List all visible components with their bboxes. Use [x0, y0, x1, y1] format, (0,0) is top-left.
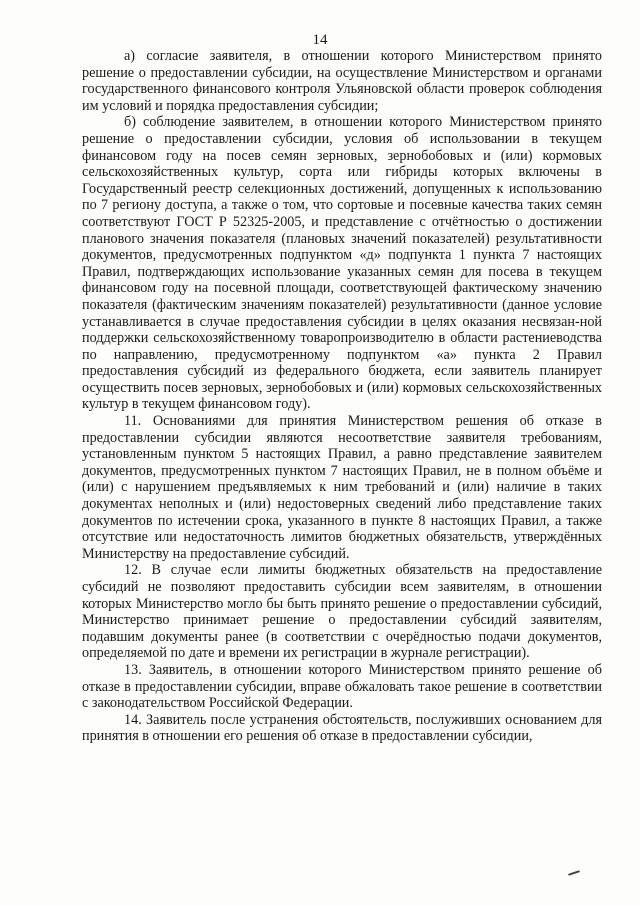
scan-mark [568, 870, 580, 876]
document-body [82, 48, 602, 745]
paragraph-12-budget-limits: 12. В случае если лимиты бюджетных обязательств на предоставление субсидий не позволяют предоставить субсидии всем заявителям, в отношении которых Министерство могло бы быть принято решение о предоставлении субсидий, Министерство принимает решение о предоставлении субсидий заявителям, подавшим документы ранее (в соответствии с очерёдностью подачи документов, определяемой по дате и времени их регистрации в журнале регистрации). [82, 562, 602, 662]
page-number: 14 [312, 32, 328, 48]
paragraph-13-appeal: 13. Заявитель, в отношении которого Министерством принято решение об отказе в предоставлении субсидии, вправе обжаловать такое решение в соответствии с законодательством Российской Федерации. [82, 661, 602, 712]
paragraph-14-resubmission: 14. Заявитель после устранения обстоятельств, послуживших основанием для принятия в отношении его решения об отказе в предоставлении субсидии, [82, 711, 602, 745]
paragraph-11-refusal-grounds: 11. Основаниями для принятия Министерством решения об отказе в предоставлении субсидии являются несоответствие заявителя требованиям, установленным пунктом 5 настоящих Правил, а равно представление заявителем документов, предусмотренных пунктом 7 настоящих Правил, не в полном объёме и (или) с нарушением предъявляемых к ним требований и (или) наличие в таких документах неполных и (или) недостоверных сведений либо представление таких документов по истечении срока, указанного в пункте 8 настоящих Правил, а также отсутствие или недостаточность лимитов бюджетных обязательств, утверждённых Министерству на предоставление субсидий. [82, 413, 602, 562]
paragraph-consent: а) согласие заявителя, в отношении которого Министерством принято решение о предоставлении субсидии, на осуществление Министерством и органами государственного финансового контроля Ульяновской области проверок соблюдения им условий и порядка предоставления субсидии; [82, 48, 602, 114]
paragraph-seed-condition: б) соблюдение заявителем, в отношении которого Министерством принято решение о предоставлении субсидии, условия об использовании в текущем финансовом году на посев семян зерновых, зернобобовых и (или) кормовых сельскохозяйственных культур, сорта или гибриды которых включены в Государственный реестр селекционных достижений, допущенных к использованию по 7 региону доступа, а также о том, что сортовые и посевные качества таких семян соответствуют ГОСТ Р 52325-2005, и представление с отчётностью о достижении планового значения показателя (плановых значений показателей) результативности документов, предусмотренных подпунктом «д» подпункта 1 пункта 7 настоящих Правил, подтверждающих использование указанных семян для посева в текущем финансовом году на посевной площади, соответствующей фактическому значению показателя (фактическим значениям показателей) результативности (данное условие устанавливается в случае предоставления субсидии в целях оказания несвязан-ной поддержки сельскохозяйственному товаропроизводителю в области растениеводства по направлению, предусмотренному подпунктом «а» пункта 2 Правил предоставления субсидий из федерального бюджета, если заявитель планирует осуществить посев зерновых, зернобобовых и (или) кормовых сельскохозяйственных культур в текущем финансовом году). [82, 114, 602, 413]
